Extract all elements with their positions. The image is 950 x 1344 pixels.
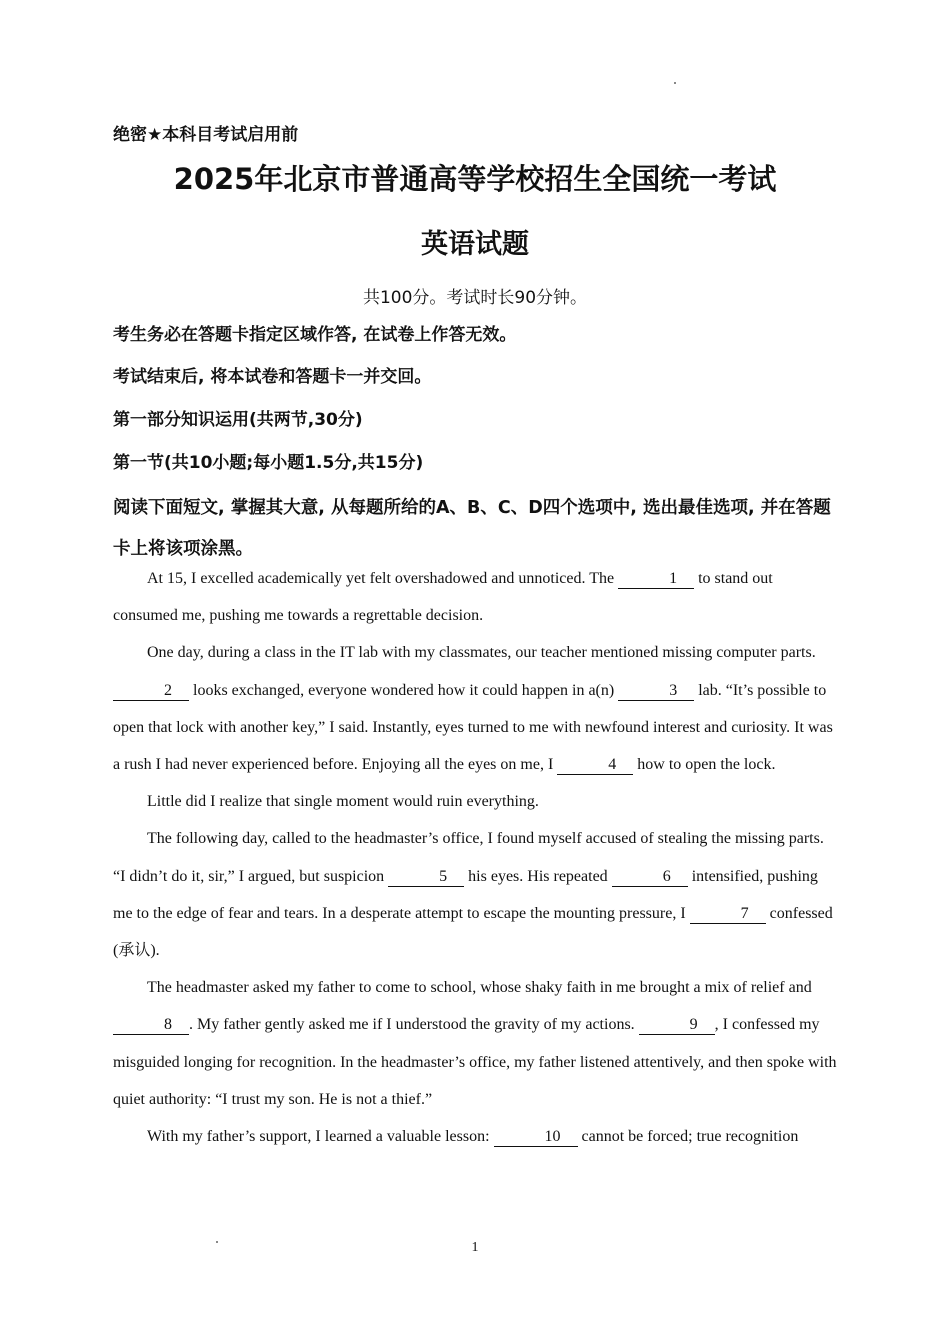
blank-1: 1 xyxy=(618,570,694,589)
reading-directions: 阅读下面短文, 掌握其大意, 从每题所给的A、B、C、D四个选项中, 选出最佳选项, 并在答题卡上将该项涂黑。 xyxy=(113,498,831,559)
text: cannot be forced; true recognition xyxy=(577,1128,799,1146)
text: to stand out consumed me, pushing me towards a regrettable decision. xyxy=(113,570,773,625)
paragraph-5 xyxy=(113,969,838,1118)
blank-8: 8 xyxy=(113,1016,189,1035)
blank-10: 10 xyxy=(494,1128,578,1147)
text: how to open the lock. xyxy=(633,756,776,774)
blank-9: 9 xyxy=(639,1016,715,1035)
text: One day, during a class in the IT lab with my classmates, our teacher mentioned missing computer parts. xyxy=(147,644,816,662)
section-one-heading: 第一节(共10小题;每小题1.5分,共15分) xyxy=(113,453,424,473)
paragraph-4 xyxy=(113,820,838,969)
text: , I confessed my misguided longing for recognition. In the headmaster’s office, my father listened attentively, and then spoke with quiet authority: “I trust my son. He is not a thief.” xyxy=(113,1016,837,1108)
part-one-heading: 第一部分知识运用(共两节,30分) xyxy=(113,410,363,430)
text: confessed (承认). xyxy=(113,904,833,960)
text: . My father gently asked me if I understood the gravity of my actions. xyxy=(189,1016,639,1034)
paragraph-2 xyxy=(113,634,838,783)
text: The following day, called to the headmaster’s office, I found myself accused of stealing the missing parts. “I didn’t do it, sir,” I argued, but suspicion xyxy=(113,830,824,885)
instruction-answer-sheet: 考生务必在答题卡指定区域作答, 在试卷上作答无效。 xyxy=(113,325,517,345)
text: lab. “It’s possible to open that lock with another key,” I said. Instantly, eyes turned to me with newfound interest and curiosity. It was a rush I had never experienced before. Enjoying all the eyes on me, I xyxy=(113,681,833,774)
text: his eyes. His repeated xyxy=(464,867,612,885)
text: With my father’s support, I learned a valuable lesson: xyxy=(147,1128,494,1146)
instruction-return: 考试结束后, 将本试卷和答题卡一并交回。 xyxy=(113,367,432,387)
paragraph-6 xyxy=(113,1118,838,1155)
speck-mark xyxy=(674,82,676,84)
paragraph-1 xyxy=(113,560,838,634)
score-time-line: 共100分。考试时长90分钟。 xyxy=(362,288,588,308)
confidential-label: 绝密★本科目考试启用前 xyxy=(113,125,299,145)
blank-2: 2 xyxy=(113,682,189,701)
page-number: 1 xyxy=(471,1240,479,1255)
text: intensified, pushing me to the edge of fear and tears. In a desperate attempt to escape the mounting pressure, I xyxy=(113,867,818,922)
cloze-passage xyxy=(113,560,838,1155)
subject-title: 英语试题 xyxy=(421,229,529,260)
paragraph-3: Little did I realize that single moment would ruin everything. xyxy=(147,793,539,811)
blank-5: 5 xyxy=(388,868,464,887)
blank-6: 6 xyxy=(612,868,688,887)
text: looks exchanged, everyone wondered how it could happen in a(n) xyxy=(189,681,619,699)
text: At 15, I excelled academically yet felt overshadowed and unnoticed. The xyxy=(147,570,619,587)
blank-4: 4 xyxy=(557,756,633,775)
text: The headmaster asked my father to come to school, whose shaky faith in me brought a mix of relief and xyxy=(147,979,812,997)
exam-title: 2025年北京市普通高等学校招生全国统一考试 xyxy=(173,162,777,196)
blank-3: 3 xyxy=(618,682,694,701)
blank-7: 7 xyxy=(690,905,766,924)
